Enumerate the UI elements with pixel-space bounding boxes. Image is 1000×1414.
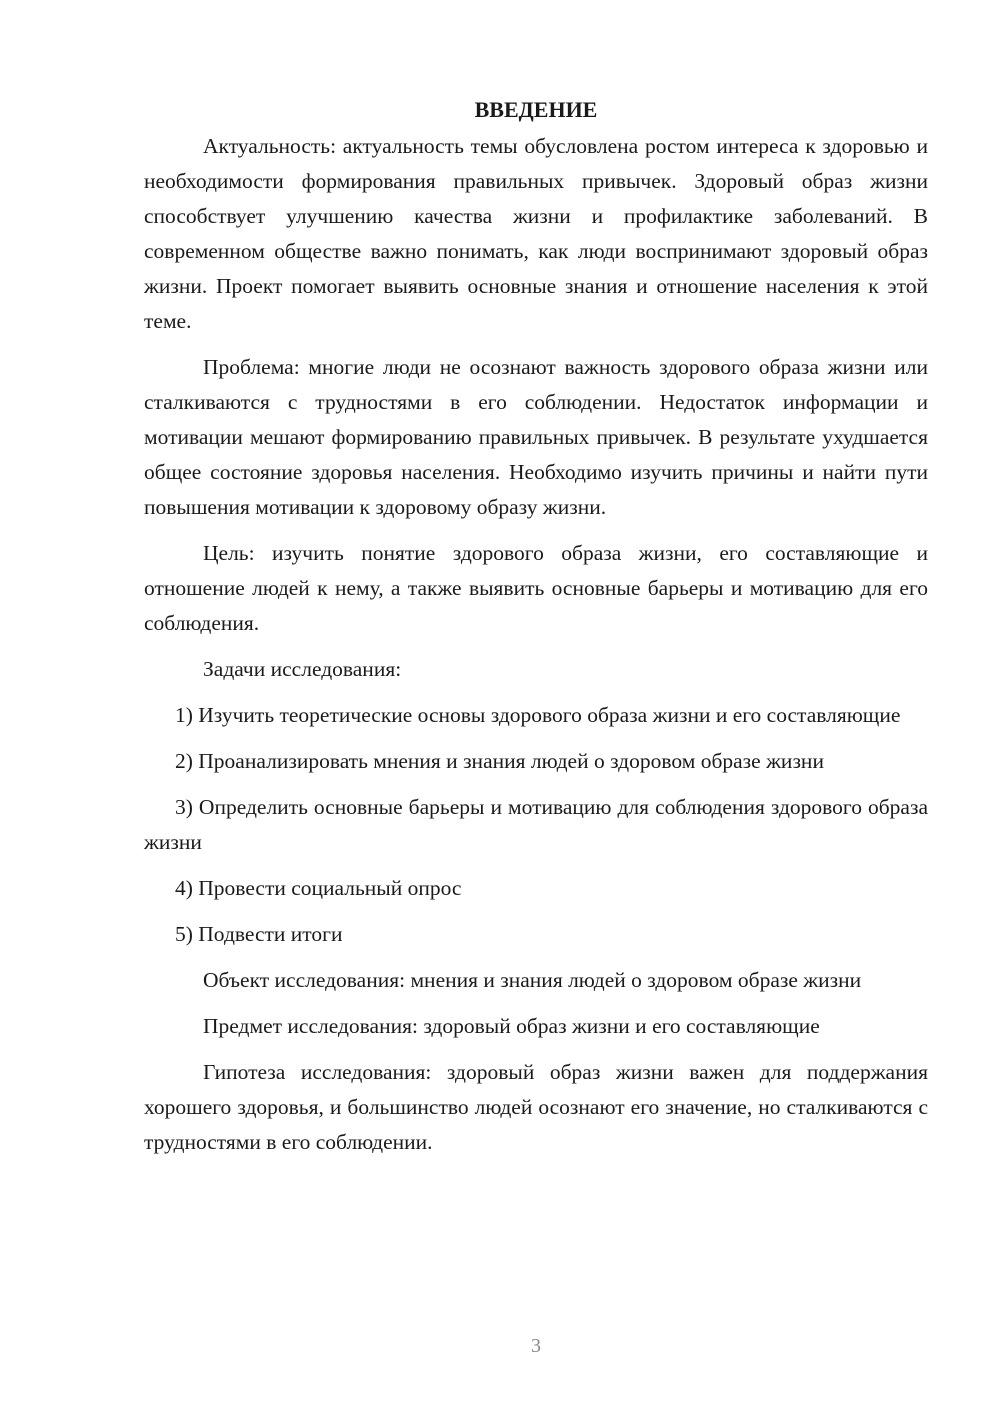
relevance-paragraph: Актуальность: актуальность темы обусловлена ростом интереса к здоровью и необходимости формирования правильных привычек. Здоровый образ жизни способствует улучшению качества жизни и профилактике заболеваний. В современном обществе важно понимать, как люди воспринимают здоровый образ жизни. Проект помогает выявить основные знания и отношение населения к этой теме. [144,134,928,333]
list-item: 1) Изучить теоретические основы здорового образа жизни и его составляющие [175,703,901,727]
list-item: 5) Подвести итоги [175,922,343,946]
list-item: 2) Проанализировать мнения и знания людей о здоровом образе жизни [175,749,824,773]
hypothesis-paragraph: Гипотеза исследования: здоровый образ жизни важен для поддержания хорошего здоровья, и большинство людей осознают его значение, но сталкиваются с трудностями в его соблюдении. [144,1060,928,1154]
list-item: 3) Определить основные барьеры и мотивацию для соблюдения здорового образа жизни [144,795,928,854]
tasks-heading: Задачи исследования: [203,657,402,681]
document-page [144,92,928,1160]
object-paragraph: Объект исследования: мнения и знания людей о здоровом образе жизни [203,968,862,992]
page-title: ВВЕДЕНИЕ [474,97,598,122]
problem-paragraph: Проблема: многие люди не осознают важность здорового образа жизни или сталкиваются с трудностями в его соблюдении. Недостаток информации и мотивации мешают формированию правильных привычек. В результате ухудшается общее состояние здоровья населения. Необходимо изучить причины и найти пути повышения мотивации к здоровому образу жизни. [144,355,928,519]
page-number: 3 [531,1335,541,1357]
list-item: 4) Провести социальный опрос [175,876,462,900]
goal-paragraph: Цель: изучить понятие здорового образа жизни, его составляющие и отношение людей к нему, а также выявить основные барьеры и мотивацию для его соблюдения. [144,541,928,635]
tasks-list [144,698,928,952]
subject-paragraph: Предмет исследования: здоровый образ жизни и его составляющие [203,1014,820,1038]
